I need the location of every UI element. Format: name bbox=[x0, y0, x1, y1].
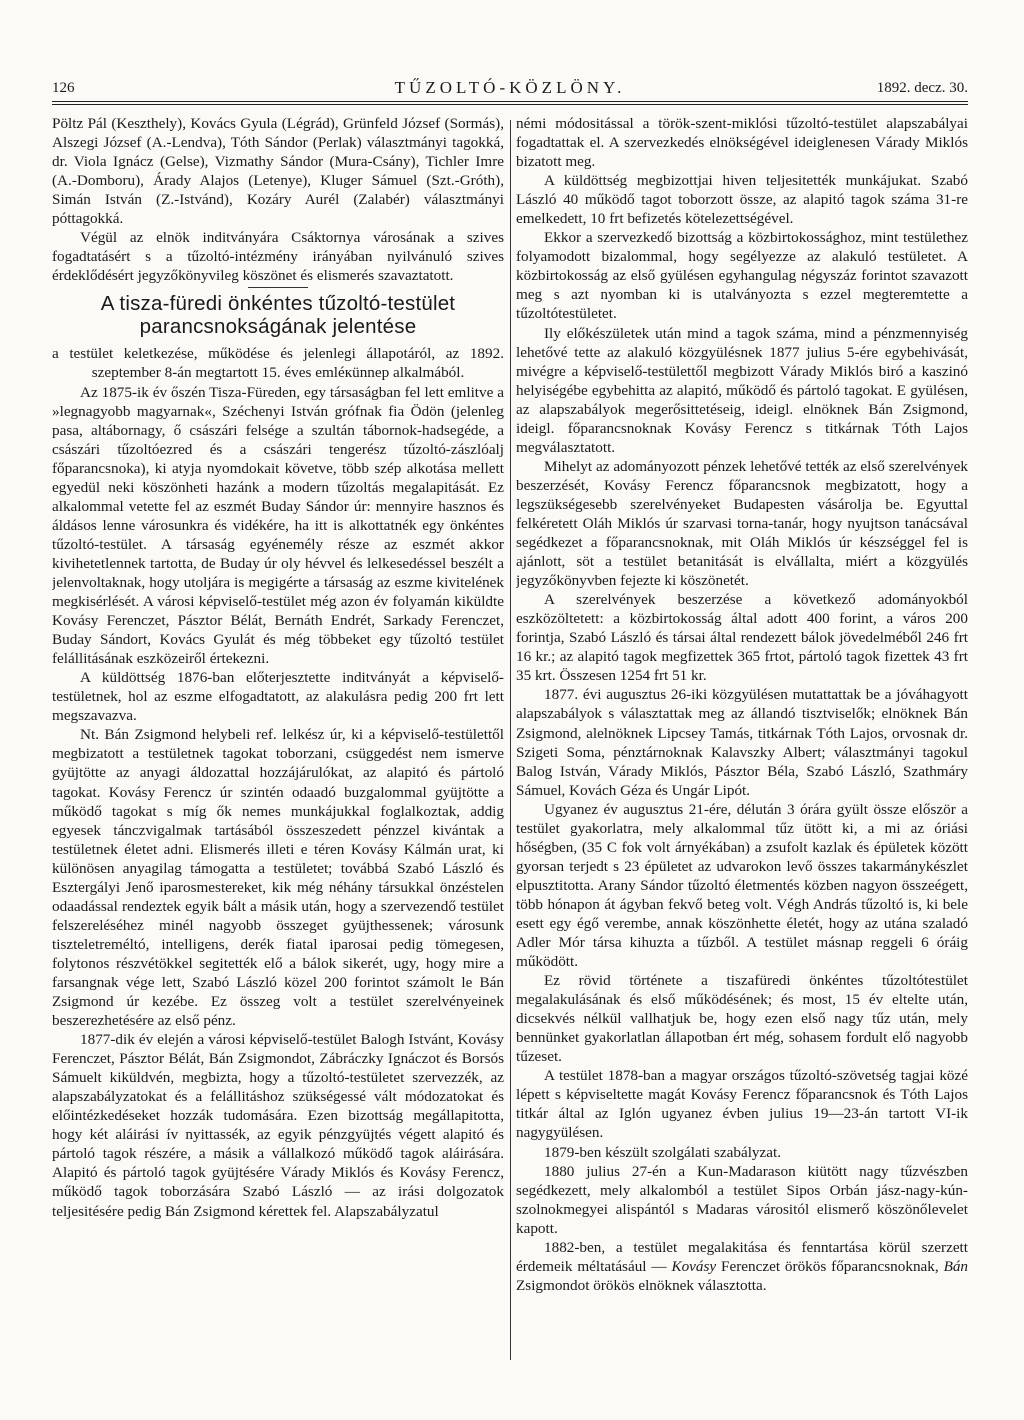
left-column bbox=[52, 114, 504, 1374]
paragraph: 1879-ben készült szolgálati szabályzat. bbox=[544, 1143, 782, 1161]
text-run: 1882-ben, a testület megalakitása és fenntartása körül szerzett érdemeik méltatásául — bbox=[516, 1238, 968, 1275]
issue-date: 1892. decz. 30. bbox=[876, 80, 968, 96]
page-header bbox=[52, 78, 968, 100]
paragraph: Az 1875-ik év őszén Tisza-Füreden, egy társaságban fel lett emlitve a »legnagyobb magyarnak«, Széchenyi István grófnak fia Ödön (jelenleg pasa, altábornagy, ő császári felsége a szultán tábornok-hadsegéde, a császári tűzoltóezred és a császári tengerész tűzoltó-zászlóalj főparancsnoka), ki atyja nyomdokait követve, több szép alkotása mellett egyedül neki köszönheti hazánk a modern tűzoltás megalapitását. Ez alkalommal vetette fel az eszmét Buday Sándor úr: mennyire hasznos és áldásos lenne városunkra és vidékére, ha itt is alkottatnék egy önkéntes tűzoltó-testület. A társaság egyénemély része az eszmét akkor kivihetetlennek tartotta, de Buday úr oly hévvel és lelkesedéssel beszélt a jelenvoltaknak, hogy utoljára is megigérte a társaság az eszme kivitelének megkisérlését. A városi képviselő-testület még azon év folyamán kiküldte Kovásy Ferenczet, Pásztor Bélát, Bernáth Endrét, Sarkady Ferenczet, Buday Sándort, Kovács Gyulát és még többeket egy tűzoltó testület felállitásának eszközeiről értekezni. bbox=[52, 383, 504, 668]
paragraph-final bbox=[516, 1238, 968, 1295]
header-rule-top bbox=[52, 101, 968, 102]
header-rule-bottom bbox=[52, 104, 968, 105]
paragraph: A küldöttség 1876-ban előterjesztette inditványát a képviselő-testületnek, hol az eszme elfogadtatott, az alakulásra pedig 200 frt lett megszavazva. bbox=[52, 669, 504, 725]
paragraph: Ugyanez év augusztus 21-ére, délután 3 órára gyült össze először a testület gyakorlatra, mely alkalommal tűz ütött ki, a mi az óriási hőségben, (35 C fok volt árnyékában) a zsufolt kazlak és épületek között gyorsan terjedt s 23 épületet az udvarokon levő összes takarmánykészlet elpusztitotta. Arany Sándor tűzoltó életmentés közben nagyon összeégett, több hónapon át ágyban fekvő beteg volt. Végh András tűzoltó is, ki bele esett egy égő verembe, annak köszönhette életét, hogy az utána szaladó Adler Mór társa kihuzta a tűzből. A testület másnap reggeli 6 óráig működött. bbox=[516, 800, 968, 971]
article-heading: A tisza-füredi önkéntes tűzoltó-testület parancsnokságának jelentése bbox=[100, 292, 456, 339]
right-column bbox=[516, 114, 968, 1374]
paragraph: Pöltz Pál (Keszthely), Kovács Gyula (Légrád), Grünfeld József (Sormás), Alszegi József (A.-Lendva), Tóth Sándor (Perlak) választmányi tagokká, dr. Viola Ignácz (Gelse), Vizmathy Sándor (Mura-Csány), Tichler Imre (A.-Domboru), Árady Alajos (Letenye), Kluger Sámuel (Szt.-Gróth), Simán István (Z.-Istvánd), Kozáry Aurél (Zalabér) választmányi póttagokká. bbox=[52, 115, 504, 228]
paragraph: 1877-dik év elején a városi képviselő-testület Balogh Istvánt, Kovásy Ferenczet, Pásztor Bélát, Bán Zsigmondot, Zábráczky Ignáczot és Borsós Sámuelt kiküldvén, megbizta, hogy a tűzoltó-testületet szervezzék, az alapszabályzatokat és a felállitáshoz szükségessé vált módozatokat és előintézkedéseket hozzák tudomására. Ezen bizottság megállapitotta, hogy két aláirási ív nyittassék, az egyik pénzgyüjtés végett alapitó és pártoló tagok részére, a másik a vállalkozó működő tagok aláirására. Alapitó és pártoló tagok gyüjtésére Várady Miklós és Kovásy Ferencz, működő tagok toborzására Szabó László — az irási dolgozatok teljesitésére pedig Bán Zsigmond kérettek fel. Alapszabályzatul bbox=[52, 1031, 504, 1220]
paragraph: Mihelyt az adományozott pénzek lehetővé tették az első szerelvények beszerzését, Kovásy Ferencz főparancsnok megbizatott, hogy a legszükségesebb szerelvényeket Budapesten vásárolja be. Egyuttal felkéretett Oláh Miklós úr szarvasi torna-tanár, hogy nyujtson tanácsával segédkezet a főparancsnoknak, mit Oláh Miklós úr készséggel fel is ajánlott, söt a testület betanitását is elvállalta, miért a közgyülés jegyzőkönyvben fejezte ki köszönetét. bbox=[516, 457, 968, 590]
article-subtitle: a testület keletkezése, működése és jelenlegi állapotáról, az 1892. szeptember 8-án megtartott 15. éves emléкünnep alkalmából. bbox=[52, 345, 504, 382]
masthead-title: TŰZOLTÓ-KÖZLÖNY. bbox=[394, 78, 626, 97]
text-run: Zsigmondot örökös elnöknek választotta. bbox=[516, 1276, 767, 1294]
paragraph: Ily előkészületek után mind a tagok száma, mind a pénzmennyiség lehetővé tette az alakuló közgyülésnek 1877 julius 5-ére egybehivását, mivégre a képviselő-testülettől megbizott Várady Miklós biró a kaszinó helyiségébe egybehitta az alapitó, működő és pártoló tagokat. E gyülésen, az alapszabályok megerősittetéseig, ideigl. elnöknek Bán Zsigmond, ideigl. főparancsnoknak Kovásy Ferencz s titkárnak Tóth Lajos megválasztatott. bbox=[516, 324, 968, 456]
paragraph: Ekkor a szervezkedő bizottság a közbirtokossághoz, mint testülethez folyamodott bizalommal, hogy segélyezze az alakuló testületet. A közbirtokosság az első gyülésen egyhangulag négyszáz forintot szavazott meg s azt nyomban ki is utalványozta s ezzel megteremtette a tűzoltótestületet. bbox=[516, 229, 968, 323]
paragraph: 1880 julius 27-én a Kun-Madarason kiütött nagy tűzvészben segédkezett, mely alkalomból a testület Sipos Orbán jász-nagy-kún-szolnokmegyei alispántól s Madaras várositól elismerő köszönőlevelet kapott. bbox=[516, 1162, 968, 1237]
paragraph: A szerelvények beszerzése a következő adományokból eszközöltetett: a közbirtokosság által adott 400 forint, a város 200 forintja, Szabó László és társai által rendezett bálok jövedelméből 246 frt 16 kr.; az alapitó tagok megfizettek 365 frtot, pártoló tagok fizettek 43 frt 35 krt. Összesen 1254 frt 51 kr. bbox=[516, 591, 968, 685]
paragraph: 1877. évi augusztus 26-iki közgyülésen mutattattak be a jóváhagyott alapszabályok s választattak meg az állandó tisztviselők; elnöknek Bán Zsigmond, alelnöknek Lipcsey Tamás, titkárnak Tóth Lajos, orvosnak dr. Szigeti Soma, pénztárnoknak Kalavszky Albert; választmányi tagokul Balog István, Várady Miklós, Pásztor Béla, Szabó László, Szathmáry Sámuel, Kovách Géza és Ungár Lipót. bbox=[516, 686, 968, 799]
page-number: 126 bbox=[52, 80, 75, 96]
paragraph: A testület 1878-ban a magyar országos tűzoltó-szövetség tagjai közé lépett s képviseltette magát Kovásy Ferencz főparancsnok és Tóth Lajos titkár által az Iglón ugyanez évben julius 19—23-án tartott VI-ik nagygyülésen. bbox=[516, 1067, 968, 1142]
section-divider bbox=[248, 287, 308, 288]
paragraph: némi módositással a török-szent-miklósi tűzoltó-testület alapszabályai fogadtattak el. A szervezkedés elnökségével ideiglenesen Várady Miklós bizatott meg. bbox=[516, 115, 968, 171]
text-run: Ferenczet örökös főparancsnoknak, bbox=[721, 1257, 939, 1275]
paragraph: A küldöttség megbizottjai hiven teljesitették munkájukat. Szabó László 40 működő tagot toborzott össze, az alapitó tagok száma 31-re emelkedett, 10 frt befizetés kötelezettségével. bbox=[516, 172, 968, 228]
italic-name-kovasy: Kovásy bbox=[671, 1257, 717, 1275]
column-divider bbox=[510, 120, 511, 1360]
paragraph: Nt. Bán Zsigmond helybeli ref. lelkész úr, ki a képviselő-testülettől megbizatott a testületnek tagokat toborzani, csüggedést nem ismerve gyüjtötte az anyagi áldozattal hozzájárulókat, az alapitó és pártoló tagokat. Kovásy Ferencz úr szintén odaadó buzgalommal gyüjtötte a működő tagokat s míg ők nemes munkájukkal foglalkoztak, addig egyesek tánczvigalmak tartásából összeszedett pénzzel kivántak a testületnek életet adni. Elismerés illeti e téren Kovásy Kálmán urat, ki különösen anyagilag támogatta a testületet; továbbá Szabó László és Esztergályi Jenő iparosmestereket, kik még néhány társukkal önzéstelen odaadással rendeztek egyik bált a másik után, hogy a szervezendő testület felszereléséhez minél nagyobb összeget gyüjthessenek; városunk tiszteletreméltó, intelligens, derék fiatal iparosai pedig tömegesen, folytonos részvétökkel segitették elő a bálok sikerét, ugy, hogy mire a farsangnak vége lett, Szabó László közel 200 forintot számolt le Bán Zsigmond úr kezébe. Ez összeg volt a testület szerelvényeinek beszerezhetésére az első pénz. bbox=[52, 726, 504, 1030]
italic-name-ban: Bán bbox=[943, 1257, 968, 1275]
paragraph: Végül az elnök inditványára Csáktornya városának a szives fogadtatásért s a tűzoltó-intézmény irányában nyilvánuló szives érdeklődésért jegyzőkönyvileg köszönet és elismerés szavaztatott. bbox=[52, 229, 504, 285]
paragraph: Ez rövid története a tiszafüredi önkéntes tűzoltótestület megalakulásának és első működésének; és most, 15 év eltelte után, dicsekvés nélkül vallhatjuk be, hogy ezen első nagy tűz után, mely bennünket gyakorlatlan állapotban ért még, sohasem fordult elő nagyobb tűzeset. bbox=[516, 972, 968, 1066]
